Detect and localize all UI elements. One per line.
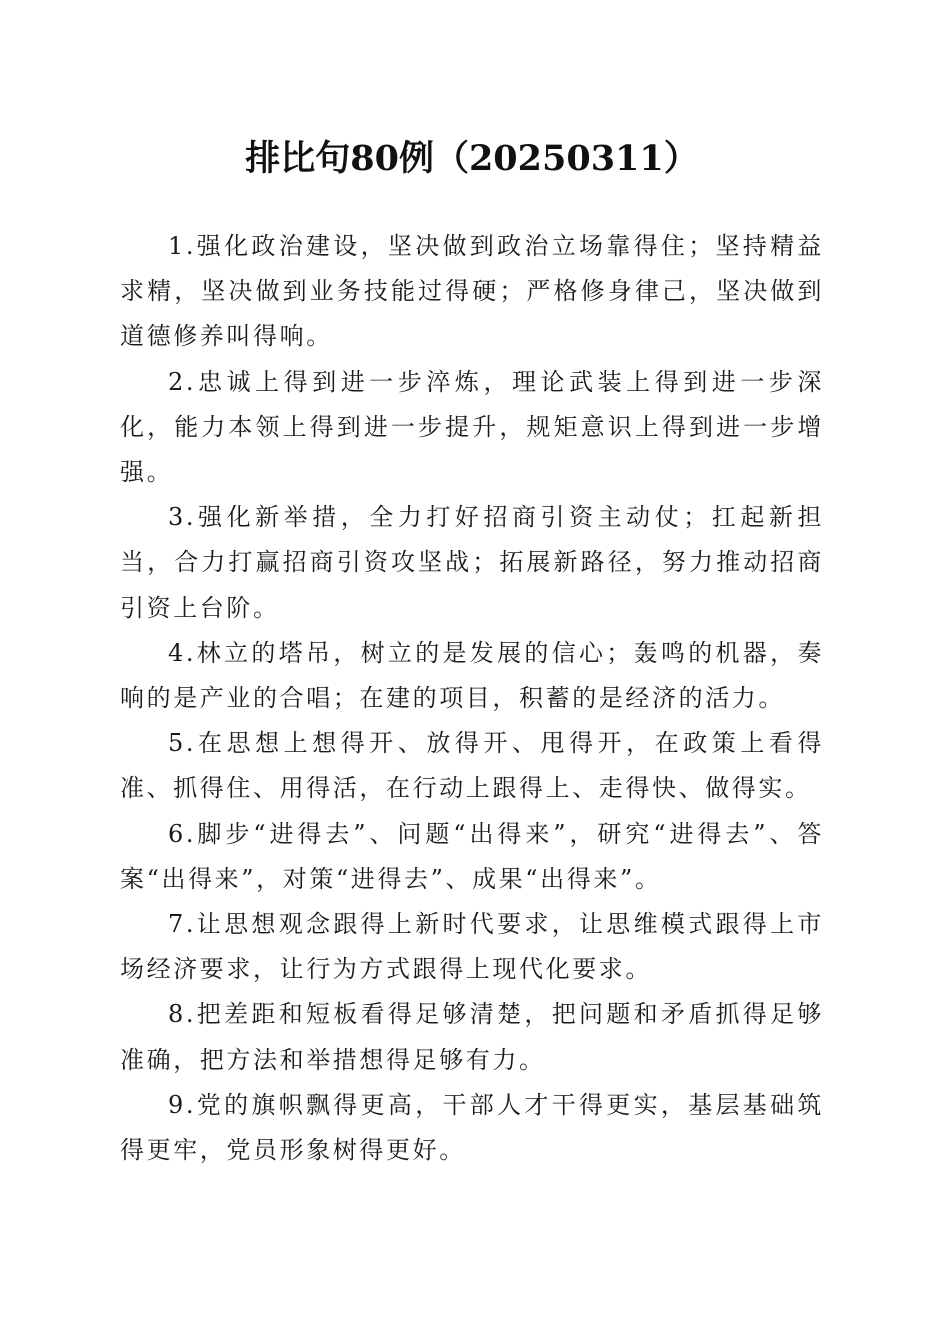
document-title: 排比句80例（20250311） [245, 138, 699, 179]
paragraph-2: 2.忠诚上得到进一步淬炼，理论武装上得到进一步深化，能力本领上得到进一步提升，规矩意识上得到进一步增强。 [120, 367, 824, 487]
paragraph-4: 4.林立的塔吊，树立的是发展的信心；轰鸣的机器，奏响的是产业的合唱；在建的项目，积蓄的是经济的活力。 [120, 638, 824, 713]
paragraph-7: 7.让思想观念跟得上新时代要求，让思维模式跟得上市场经济要求，让行为方式跟得上现代化要求。 [120, 910, 824, 984]
paragraph-8: 8.把差距和短板看得足够清楚，把问题和矛盾抓得足够准确，把方法和举措想得足够有力。 [120, 1000, 824, 1074]
paragraph-5: 5.在思想上想得开、放得开、甩得开，在政策上看得准、抓得住、用得活，在行动上跟得上、走得快、做得实。 [120, 729, 824, 803]
document-body [120, 224, 824, 1173]
paragraph-6: 6.脚步“进得去”、问题“出得来”，研究“进得去”、答案“出得来”，对策“进得去”、成果“出得来”。 [120, 819, 824, 893]
paragraph-9: 9.党的旗帜飘得更高，干部人才干得更实，基层基础筑得更牢，党员形象树得更好。 [120, 1090, 824, 1165]
paragraph-3: 3.强化新举措，全力打好招商引资主动仗；扛起新担当，合力打赢招商引资攻坚战；拓展新路径，努力推动招商引资上台阶。 [120, 503, 824, 622]
paragraph-1: 1.强化政治建设，坚决做到政治立场靠得住；坚持精益求精，坚决做到业务技能过得硬；严格修身律己，坚决做到道德修养叫得响。 [120, 232, 824, 351]
